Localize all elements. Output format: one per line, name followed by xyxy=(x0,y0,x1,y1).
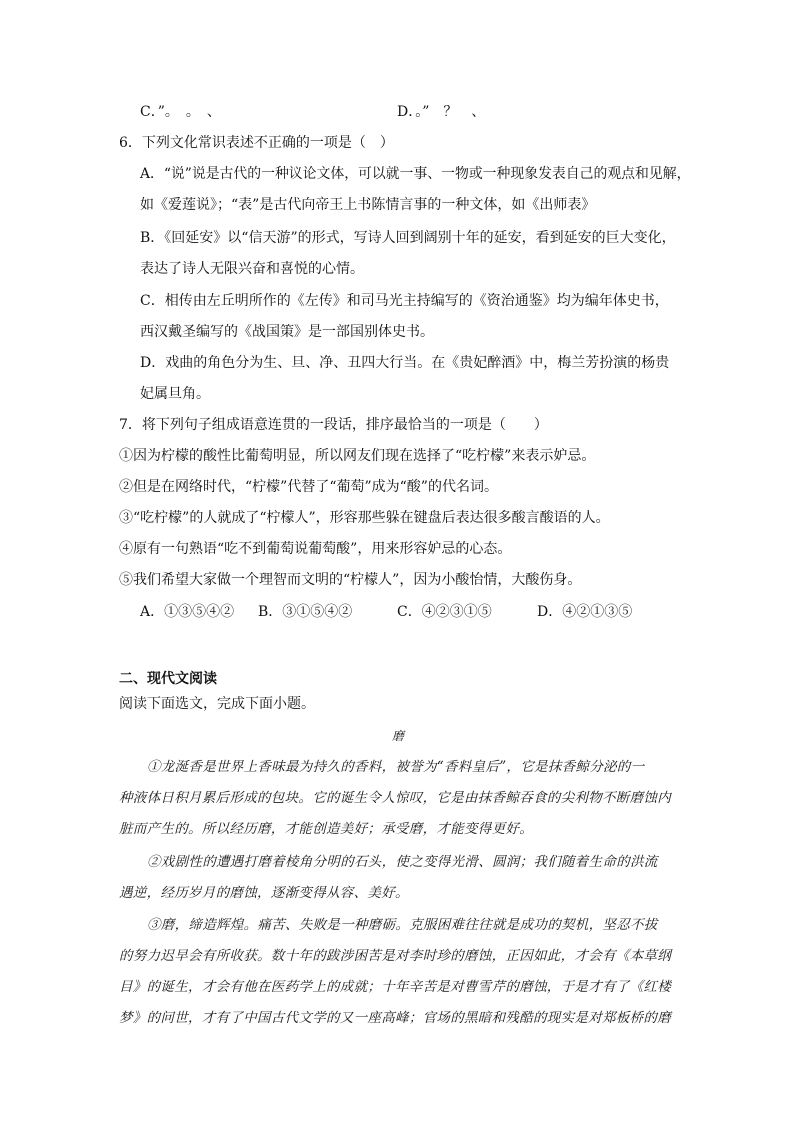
essay-p3-line2: 的努力迟早会有所收获。数十年的跋涉困苦是对李时珍的磨蚀，正因如此，才会有《本草纲 xyxy=(119,948,671,964)
q6-stem: 6．下列文化常识表述不正确的一项是（ ） xyxy=(119,135,394,151)
q7-option-c: C．④②③①⑤ xyxy=(397,604,492,620)
q6-option-c-line1: C．相传由左丘明所作的《左传》和司马光主持编写的《资治通鉴》均为编年体史书， xyxy=(140,293,669,309)
q7-sentence-4: ④原有一句熟语“吃不到葡萄说葡萄酸”，用来形容妒忌的心态。 xyxy=(119,541,512,557)
q7-sentence-1: ①因为柠檬的酸性比葡萄明显，所以网友们现在选择了“吃柠檬”来表示妒忌。 xyxy=(119,448,596,464)
q7-option-a: A．①③⑤④② xyxy=(140,604,235,620)
q6-option-d-line2: 妃属旦角。 xyxy=(140,386,210,402)
q7-option-d: D．④②①③⑤ xyxy=(537,604,633,620)
q6-option-c-line2: 西汉戴圣编写的《战国策》是一部国别体史书。 xyxy=(140,324,434,340)
q7-sentence-5: ⑤我们希望大家做一个理智而文明的“柠檬人”，因为小酸怡情，大酸伤身。 xyxy=(119,572,582,588)
essay-p2-line1: ②戏剧性的遭遇打磨着棱角分明的石头，使之变得光滑、圆润；我们随着生命的洪流 xyxy=(147,854,658,870)
q5-option-c: C．”。 。 、 xyxy=(140,104,221,120)
section-heading: 二、现代文阅读 xyxy=(119,671,217,687)
essay-p1-line1: ①龙涎香是世界上香味最为持久的香料，被誉为“香料皇后”，它是抹香鲸分泌的一 xyxy=(147,759,645,775)
q6-option-a-line2: 如《爱莲说》；“表”是古代向帝王上书陈情言事的一种文体，如《出师表》 xyxy=(140,197,596,213)
q6-option-b-line2: 表达了诗人无限兴奋和喜悦的心情。 xyxy=(140,261,364,277)
q7-sentence-2: ②但是在网络时代，“柠檬”代替了“葡萄”成为“酸”的代名词。 xyxy=(119,479,498,495)
q5-option-d: D．。” ？ 、 xyxy=(397,104,486,120)
essay-p2-line2: 遇逆，经历岁月的磨蚀，逐渐变得从容、美好。 xyxy=(119,885,409,901)
q6-option-b-line1: B．《回延安》以“信天游”的形式，写诗人回到阔别十年的延安，看到延安的巨大变化， xyxy=(140,230,676,246)
q7-stem: 7．将下列句子组成语意连贯的一段话，排序最恰当的一项是（ ） xyxy=(119,417,548,433)
q7-option-b: B．③①⑤④② xyxy=(258,604,353,620)
essay-p1-line3: 脏而产生的。所以经历磨，才能创造美好；承受磨，才能变得更好。 xyxy=(119,821,533,837)
essay-p3-line3: 目》的诞生，才会有他在医药学上的成就；十年辛苦是对曹雪芹的磨蚀，于是才有了《红楼 xyxy=(119,979,671,995)
reading-instruction: 阅读下面选文，完成下面小题。 xyxy=(119,696,315,712)
essay-p3-line1: ③磨，缔造辉煌。痛苦、失败是一种磨砺。克服困难往往就是成功的契机，坚忍不拔 xyxy=(147,917,658,933)
q7-sentence-3: ③“吃柠檬”的人就成了“柠檬人”，形容那些躲在键盘后表达很多酸言酸语的人。 xyxy=(119,510,610,526)
essay-p3-line4: 梦》的问世，才有了中国古代文学的又一座高峰；官场的黑暗和残酷的现实是对郑板桥的磨 xyxy=(119,1010,671,1026)
essay-p1-line2: 种液体日积月累后形成的包块。它的诞生令人惊叹，它是由抹香鲸吞食的尖利物不断磨蚀内 xyxy=(119,790,671,806)
q6-option-d-line1: D．戏曲的角色分为生、旦、净、丑四大行当。在《贵妃醉酒》中，梅兰芳扮演的杨贵 xyxy=(140,355,670,371)
essay-title: 磨 xyxy=(392,729,405,743)
q6-option-a-line1: A．“说”说是古代的一种议论文体，可以就一事、一物或一种现象发表自己的观点和见解， xyxy=(140,166,691,182)
